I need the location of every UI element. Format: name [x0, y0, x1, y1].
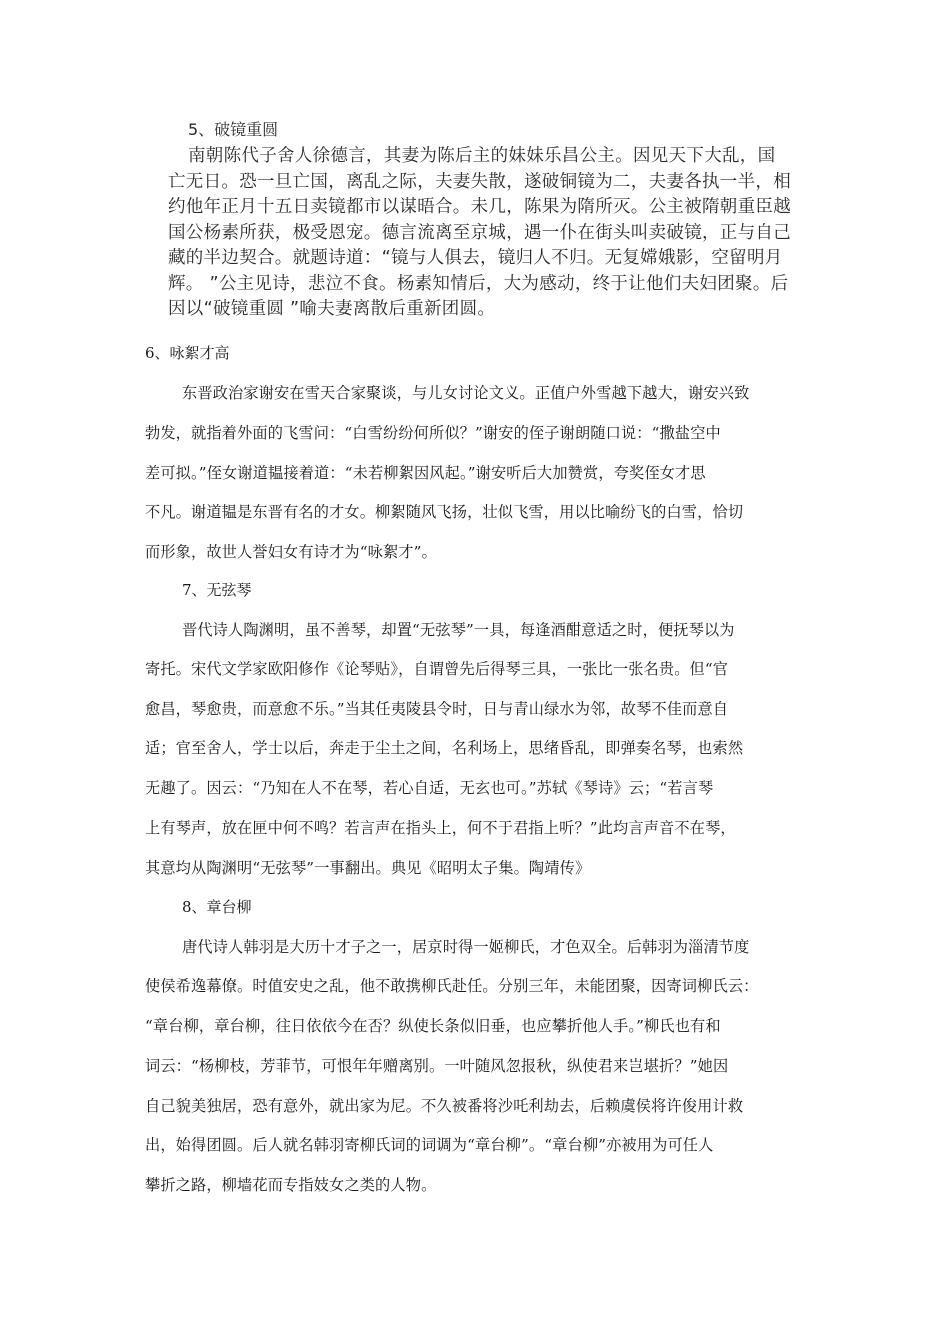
- section-8-line: 使侯希逸幕僚。时值安史之乱，他不敢携柳氏赴任。分别三年，未能团聚，因寄词柳氏云：: [145, 977, 759, 995]
- section-7-line: 寄托。宋代文学家欧阳修作《论琴贴》，自谓曾先后得琴三具，一张比一张名贵。但“官: [145, 660, 729, 678]
- section-7-line: 上有琴声，放在匣中何不鸣？若言声在指头上，何不于君指上听？”此均言声音不在琴，: [145, 819, 736, 837]
- section-6-line: 勃发，就指着外面的飞雪问：“白雪纷纷何所似？”谢安的侄子谢朗随口说：“撒盐空中: [145, 424, 721, 442]
- section-6-line: 差可拟。”侄女谢道韫接着道：“未若柳絮因风起。”谢安听后大加赞赏，夸奖侄女才思: [145, 464, 706, 482]
- section-5-line: 国公杨素所获，极受恩宠。德言流离至京城，遇一仆在街头叫卖破镜，正与自己: [168, 222, 791, 243]
- section-5-line: 藏的半边契合。就题诗道：“镜与人俱去，镜归人不归。无复嫦娥影，空留明月: [168, 248, 783, 268]
- section-7-line: 晋代诗人陶渊明，虽不善琴，却置“无弦琴”一具，每逢酒酣意适之时，便抚琴以为: [182, 621, 735, 639]
- section-8-line: “章台柳，章台柳，往日依依今在否？纵使长条似旧垂，也应攀折他人手。”柳氏也有和: [145, 1017, 721, 1035]
- section-5-scanned-block: [168, 118, 808, 323]
- section-5-line: 约他年正月十五日卖镜都市以谋晤合。未几，陈果为隋所灭。公主被隋朝重臣越: [168, 197, 791, 217]
- section-5-line: 南朝陈代子舍人徐德言，其妻为陈后主的妹妹乐昌公主。因见天下大乱，国: [188, 146, 776, 166]
- section-6-line: 东晋政治家谢安在雪天合家聚谈，与儿女讨论文义。正值户外雪越下越大，谢安兴致: [182, 384, 750, 402]
- section-5-line: 因以“破镜重圆 ”喻夫妻离散后重新团圆。: [168, 299, 496, 319]
- section-6-line: 不凡。谢道韫是东晋有名的才女。柳絮随风飞扬，壮似飞雪，用以比喻纷飞的白雪，恰切: [145, 503, 744, 521]
- section-7-line: 适；官至舍人，学士以后，奔走于尘土之间，名利场上，思绪昏乱，即弹奏名琴，也索然: [145, 739, 744, 757]
- section-6-heading: 6、咏絮才高: [145, 344, 230, 362]
- section-7-line: 其意均从陶渊明“无弦琴”一事翻出。典见《昭明太子集。陶靖传》: [145, 859, 591, 877]
- section-7-line: 愈昌，琴愈贵，而意愈不乐。”当其任夷陵县令时，日与青山绿水为邻，故琴不佳而意自: [145, 700, 729, 718]
- section-8-line: 出，始得团圆。后人就名韩羽寄柳氏词的词调为“章台柳”。“章台柳”亦被用为可任人: [145, 1136, 714, 1154]
- section-8-line: 词云：“杨柳枝，芳菲节，可恨年年赠离别。一叶随风忽报秋，纵使君来岂堪折？”她因: [145, 1057, 729, 1075]
- section-5-heading: 5、破镜重圆: [188, 120, 279, 139]
- section-7-heading: 7、无弦琴: [182, 581, 252, 599]
- section-8-line: 攀折之路，柳墙花而专指妓女之类的人物。: [145, 1176, 437, 1194]
- section-8-line: 自己貌美独居，恐有意外，就出家为尼。不久被番将沙吒利劫去，后赖虞侯将许俊用计救: [145, 1097, 744, 1115]
- section-6-line: 而形象，故世人誉妇女有诗才为“咏絮才”。: [145, 543, 437, 561]
- section-7-line: 无趣了。因云：“乃知在人不在琴，若心自适，无玄也可。”苏轼《琴诗》云；“若言琴: [145, 779, 714, 797]
- section-8-line: 唐代诗人韩羽是大历十才子之一，居京时得一姬柳氏，才色双全。后韩羽为淄清节度: [182, 938, 750, 956]
- section-5-line: 亡无日。恐一旦亡国，离乱之际，夫妻失散，遂破铜镜为二，夫妻各执一半，相: [168, 171, 791, 192]
- section-5-line: 辉。 ”公主见诗，悲泣不食。杨素知情后，大为感动，终于让他们夫妇团聚。后: [168, 273, 789, 294]
- section-8-heading: 8、章台柳: [182, 898, 252, 916]
